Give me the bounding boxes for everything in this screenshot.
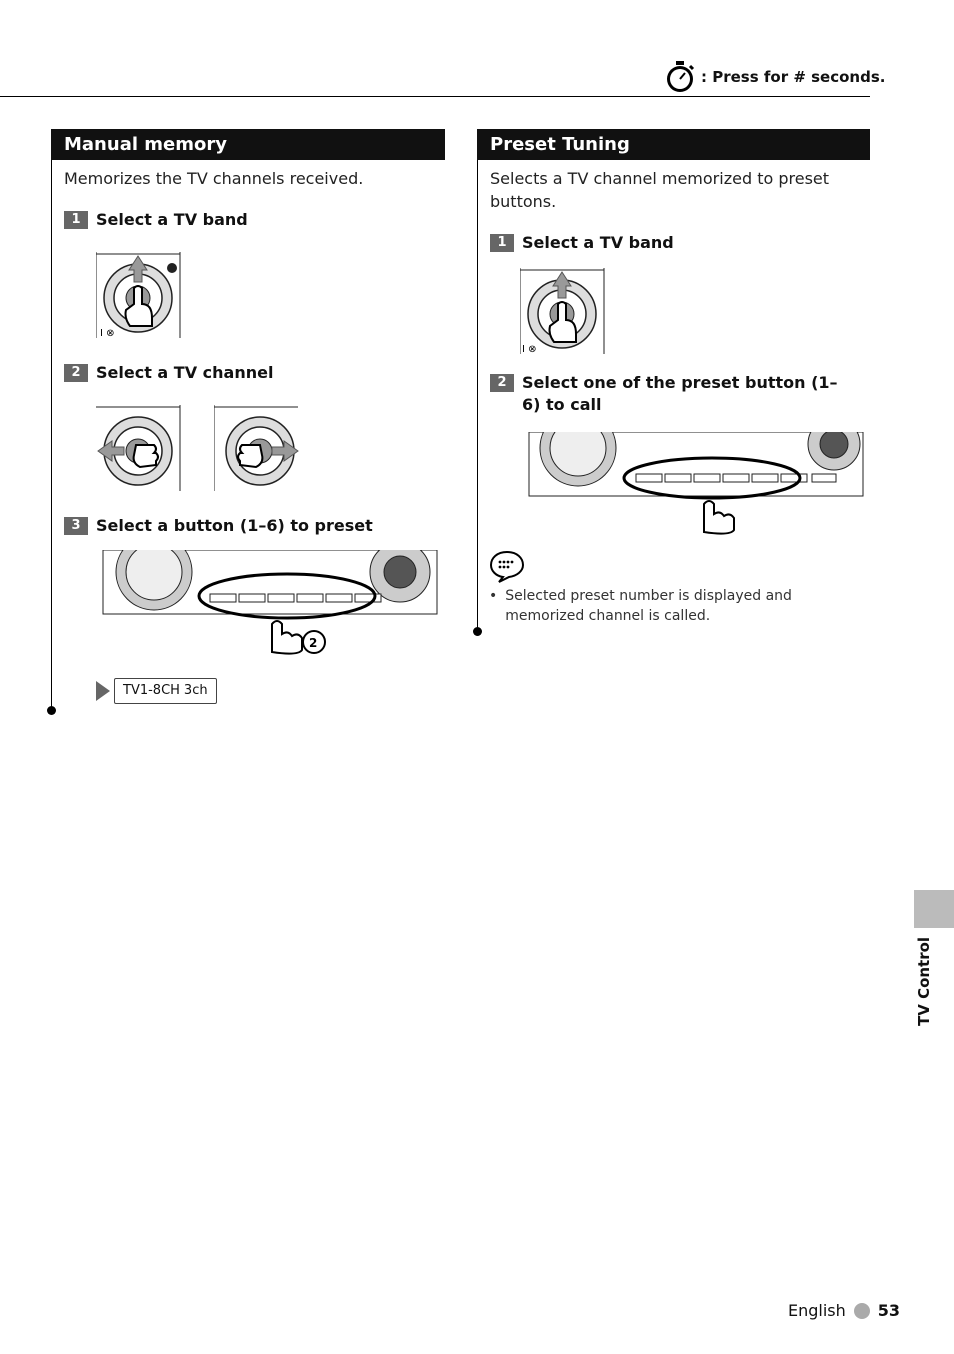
preset-tuning-intro: Selects a TV channel memorized to preset buttons. xyxy=(490,169,830,211)
arrow-right-icon xyxy=(96,681,110,701)
press-seconds-number: 2 xyxy=(309,636,318,650)
footer-language: English xyxy=(788,1301,846,1320)
step-number: 1 xyxy=(64,211,88,229)
step-number: 2 xyxy=(490,374,514,392)
preset-step-2 xyxy=(490,372,850,416)
step-number: 2 xyxy=(64,364,88,382)
note-item xyxy=(489,586,849,626)
side-tab-marker xyxy=(914,890,954,928)
svg-text:I ⊗: I ⊗ xyxy=(100,328,115,338)
control-knob-up-illustration xyxy=(96,252,182,338)
preset-buttons-illustration xyxy=(102,550,438,660)
right-column-end-dot xyxy=(473,627,482,636)
control-knob-right-illustration xyxy=(214,405,300,491)
step-label: Select a button (1–6) to preset xyxy=(96,516,373,535)
step-number: 1 xyxy=(490,234,514,252)
right-column-rule xyxy=(477,160,478,630)
display-blinking-value: 3ch xyxy=(183,683,208,698)
press-seconds-legend xyxy=(665,60,885,94)
control-knob-up-illustration-2 xyxy=(520,268,606,354)
manual-memory-intro: Memorizes the TV channels received. xyxy=(64,169,364,188)
step-label: Select one of the preset button (1–6) to call xyxy=(522,373,838,414)
stopwatch-icon xyxy=(665,60,695,94)
footer-dot-icon xyxy=(854,1303,870,1319)
control-knob-left-illustration xyxy=(96,405,182,491)
manual-step-2 xyxy=(64,362,273,384)
svg-text:I ⊗: I ⊗ xyxy=(522,344,537,354)
display-prefix: TV1-8CH xyxy=(123,683,180,698)
note-icon xyxy=(489,549,525,583)
step-label: Select a TV channel xyxy=(96,363,274,382)
step-label: Select a TV band xyxy=(96,210,248,229)
left-column-rule xyxy=(51,160,52,710)
side-tab-text: TV Control xyxy=(915,936,933,1026)
side-tab-label xyxy=(905,930,945,1030)
manual-step-1 xyxy=(64,209,248,231)
header-rule xyxy=(0,96,870,97)
preset-step-1 xyxy=(490,232,674,254)
page-footer xyxy=(788,1301,900,1320)
bullet: • xyxy=(489,588,498,604)
preset-buttons-illustration-2 xyxy=(528,432,864,538)
left-column-end-dot xyxy=(47,706,56,715)
section-title-manual-memory: Manual memory xyxy=(51,129,445,160)
note-text: Selected preset number is displayed and memorized channel is called. xyxy=(505,588,792,624)
manual-step-3 xyxy=(64,515,373,537)
step-label: Select a TV band xyxy=(522,233,674,252)
display-result xyxy=(96,678,217,704)
page-number: 53 xyxy=(877,1301,901,1320)
step-number: 3 xyxy=(64,517,88,535)
legend-text: : Press for # seconds. xyxy=(701,68,886,86)
display-readout xyxy=(114,678,217,704)
section-title-preset-tuning: Preset Tuning xyxy=(477,129,870,160)
